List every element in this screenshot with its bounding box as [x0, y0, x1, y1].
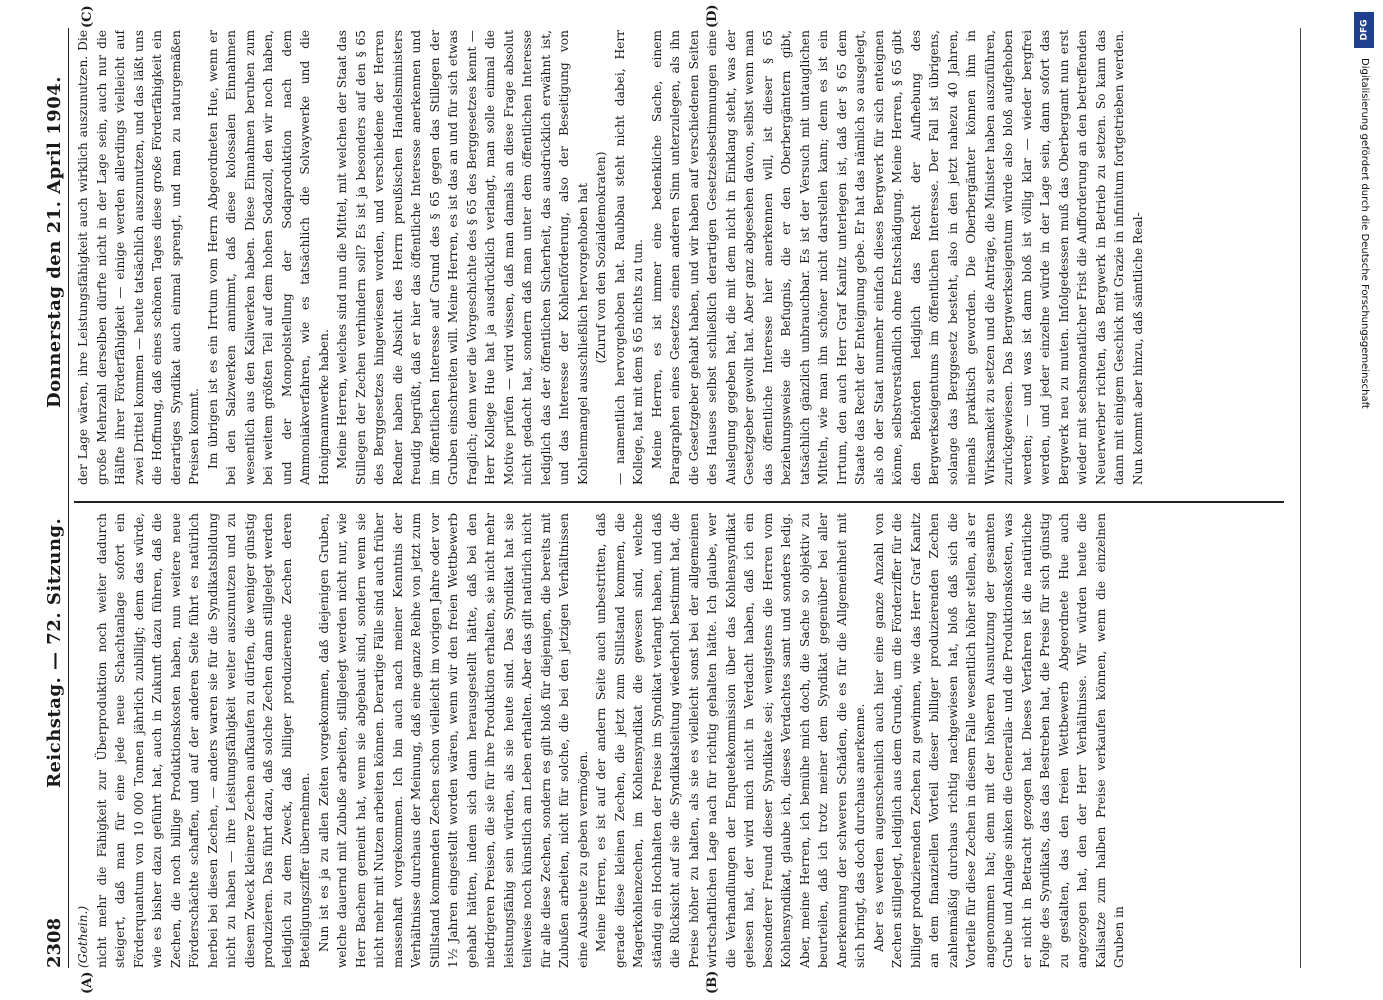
left-text-column — [74, 513, 1294, 968]
interjection: (Zuruf von den Sozialdemokraten) — [594, 151, 608, 364]
paragraph: Meine Herren, es ist auf der andern Seite auch unbestritten, daß gerade diese kleinen Zechen, die jetzt zum Stillstand kommen, die Magerkohlenzechen, im Kohlensyndikat die gewesen sind, welche ständig ein Hochhalten der Preise im Syndikat verlangt haben, und daß die Rücksicht auf sie die Syndikatsleitung wiederholt bestimmt hat, die Preise höher zu halten, als sie es vielleicht sonst bei der allgemeinen wirtschaftlichen Lage nach für richtig gehalten hätte. Ich glaube, wer die Verhandlungen der Enquetekommission über das Kohlensyndikat gelesen hat, der wird mich nicht in Verdacht haben, daß ich ein besonderer Freund dieser Syndikate sei; wenigstens die Herren vom Kohlensyndikat, glaube ich, dieses Verdachtes samt und sonders ledig. Aber, meine Herren, ich bemühe mich doch, die Sache so objektiv zu beurteilen, daß ich trotz meiner dem Syndikat gegenüber bei aller Anerkennung der schweren Schäden, die es für die Allgemeinheit mit sich bringt, das doch durchaus anerkenne. — [594, 513, 867, 968]
margin-mark-c: (C) — [80, 5, 95, 28]
footer-rule — [1300, 28, 1301, 968]
dfg-logo: DFG — [1354, 12, 1374, 48]
paragraph: nicht mehr die Fähigkeit zur Überproduktion noch weiter dadurch steigert, daß man für eine jede neue Schachtanlage sofort ein Förderquantum von 10 000 Tonnen jährlich zubilligt; denn das würde, wie es bisher dazu geführt hat, auch in Zukunft dazu führen, daß die Zechen, die noch billige Produktionskosten haben, nun weitere neue Förderschächte schaffen, und auf der anderen Seite führt es natürlich herbei bei diesen Zechen, — anders waren sie für die Syndikatsbildung nicht zu haben — ihre Leistungsfähigkeit weiter auszunutzen und zu diesem Zweck kleinere Zechen aufkaufen zu dürfen, die weniger günstig produzieren. Das führt dazu, daß solche Zechen dann stillgelegt werden lediglich zu dem Zweck, daß billiger produzierende Zechen deren Beteiligungsziffer übernehmen. — [94, 513, 312, 968]
speaker-label: (Gothein.) — [76, 905, 90, 968]
page-header — [42, 28, 69, 968]
funding-credit: Digitalisierung gefördert durch die Deutsche Forschungsgemeinschaft — [1359, 58, 1370, 409]
page-number: 2308 — [44, 917, 65, 968]
paragraph: Aber es werden augenscheinlich auch hier eine ganze Anzahl von Zechen stillgelegt, lediglich aus dem Grunde, um die Förderziffer für die billiger produzierenden Zechen zu gewinnen, wie das Herr Graf Kanitz an dem finanziellen Vorteil dieser billiger produzierenden Zechen zahlenmäßig durchaus richtig nachgewiesen hat, bloß daß sich die Vorteile für diese Zechen in diesem Falle wesentlich höher stellen, als er angenommen hat; denn mit der höheren Ausnutzung der gesamten Grube und Anlage sinken die Generalia- und die Produktionskosten, was er nicht in Betracht gezogen hat. Dieses Verfahren ist die natürliche Folge des Syndikats, das das Bestreben hat, die Preise für sich günstig zu gestalten, das den freien Wettbewerb Abgeordnete Hue auch angezogen hat, den der Herr Verhältnisse. Wir würden heute die Kalisatze zum halben Preise verkaufen können, wenn die einzelnen Gruben in — [871, 513, 1126, 968]
paragraph: — namentlich hervorgehoben hat. Raubbau steht nicht dabei, Herr Kollege, hat mit dem § 65 nichts zu tun. — [612, 30, 645, 485]
margin-mark-a: (A) — [80, 971, 95, 994]
margin-mark-d: (D) — [705, 4, 720, 28]
digitization-sidebar — [1350, 10, 1378, 990]
right-text-column — [74, 30, 1294, 485]
paragraph: Meine Herren, es ist immer eine bedenkliche Sache, einem Paragraphen eines Gesetzes einen anderen Sinn unterzulegen, als ihn die Gesetzgeber gehabt haben, und wir haben auf verschiedenen Seiten des Hauses selbst schließlich derartigen Gesetzesbestimmungen eine Auslegung gegeben hat, die mit dem nicht in Einklang steht, was der Gesetzgeber gewollt hat. Aber ganz abgesehen davon, selbst wenn man das öffentliche Interesse hier anerkennen will, ist dieser § 65 beziehungsweise die Befugnis, die er den Oberbergämtern gibt, tatsächlich gänzlich unbrauchbar. Es ist der Versuch mit untauglichen Mitteln, wie man ihn schöner nicht darstellen kann; denn es ist ein Irrtum, den auch Herr Graf Kanitz unterlegen ist, daß der § 65 dem Staate das Recht der Enteignung gebe. Er hat das nämlich so ausgelegt, als ob der Staat nunmehr einfach dieses Bergwerk für sich enteignen könne, selbstverständlich ohne Entschädigung. Meine Herren, § 65 gibt den Behörden lediglich das Recht der Aufhebung des Bergwerkseigentums im öffentlichen Interesse. Der Fall ist übrigens, solange das Berggesetz besteht, also in den jetzt nahezu 40 Jahren, niemals praktisch geworden. Die Oberbergämter können ihm in Wirksamkeit zu setzen und die Anträge, die Minister haben auszuführen, zurückgewiesen. Das Bergwerkseigentum würde also bloß aufgehoben werden; — und was ist dann bloß ist völlig klar — wieder bergfrei werden, und jeder einzelne würde in der Lage sein, dann sofort das Bergwerk neu zu muten. Infolgedessen muß das Oberbergamt nun erst wieder mit sechsmonatlicher Frist die Aufforderung an den betreffenden Neuerwerber richten, das Bergwerk in Betrieb zu setzen. So kann das dann mit einigem Geschick mit Grazie in infinitum fortgetrieben werden. Nun kommt aber hinzu, daß sämtliche Real- — [649, 30, 1145, 485]
paragraph: der Lage wären, ihre Leistungsfähigkeit auch wirklich auszunutzen. Die große Mehrzahl derselben dürfte nicht in der Lage sein, auch nur die Hälfte ihrer Förderfähigkeit — einige werden allerdings vielleicht auf zwei Drittel kommen — heute tatsächlich auszunutzen, und das läßt uns die Hoffnung, daß eines schönen Tages diese große Förderfähigkeit ein derartiges Syndikat auch einmal sprengt, und man zu naturgemäßen Preisen kommt. — [76, 30, 201, 485]
paragraph: Nun ist es ja zu allen Zeiten vorgekommen, daß diejenigen Gruben, welche dauernd mit Zubuße arbeiten, stillgelegt werden nicht nur, wie Herr Bachem gemeint hat, wenn sie abgebaut sind, sondern wenn sie nicht mehr mit Nutzen arbeiten können. Derartige Fälle sind auch früher massenhaft vorgekommen. Ich bin auch nach meiner Kenntnis der Verhältnisse durchaus der Meinung, daß eine ganze Reihe von jetzt zum Stillstand kommenden Zechen schon vielleicht im vorigen Jahre oder vor 1½ Jahren eingestellt worden wären, wenn wir den freien Wettbewerb gehabt hätten, indem sich dann herausgestellt hätte, daß bei den niedrigeren Preisen, die sie für ihre Produktion erhalten, sie nicht mehr leistungsfähig sein würden, als sie heute sind. Das Syndikat hat sie teilweise noch künstlich am Leben erhalten. Aber das gilt natürlich nicht für alle diese Zechen, sondern es gilt bloß für diejenigen, die bereits mit Zubußen arbeiten, nicht für solche, die bei den jetzigen Verhältnissen eine Ausbeute zu geben vermögen. — [316, 513, 590, 968]
session-title: Reichstag. — 72. Sitzung. — [44, 517, 65, 788]
column-divider — [74, 502, 1284, 504]
session-date: Donnerstag den 21. April 1904. — [44, 75, 65, 408]
paragraph: Meine Herren, welches sind nun die Mittel, mit welchen der Staat das Stillegen der Zechen verhindern soll? Es ist ja besonders auf den § 65 des Berggesetzes hingewiesen worden, und verschiedene der Herren Redner haben die Absicht des Herrn preußischen Handelsministers freudig begrüßt, daß er hier das öffentliche Interesse anerkennen und im öffentlichen Interesse auf Grund des § 65 gegen das Stillegen der Gruben einschreiten will. Meine Herren, es ist das an und für sich etwas fraglich; denn wer die Vorgeschichte des § 65 des Berggesetzes kennt — Herr Kollege Hue hat ja ausdrücklich verlangt, man solle einmal die Motive prüfen — wird wissen, daß man damals an diese Frage absolut nicht gedacht hat, sondern daß man unter dem öffentlichen Interesse lediglich das der öffentlichen Sicherheit, das ausdrücklich erwähnt ist, und das Interesse der Kohlenförderung, also der Beseitigung von Kohlenmangel ausschließlich hervorgehoben hat — [335, 30, 590, 485]
margin-mark-b: (B) — [705, 970, 720, 994]
paragraph: Im übrigen ist es ein Irrtum vom Herrn Abgeordneten Hue, wenn er bei den Salzwerken annimmt, daß diese kolossalen Einnahmen wesentlich aus den Kaliwerken haben. Diese Einnahmen beruhen zum bei weitem größten Teil auf dem hohen Sodazoll, den wir noch haben, und der Monopolstellung der Sodaproduktion nach dem Ammoniakverfahren, wie es tatsächlich die Solvaywerke und die Honigmannwerke haben. — [205, 30, 331, 485]
